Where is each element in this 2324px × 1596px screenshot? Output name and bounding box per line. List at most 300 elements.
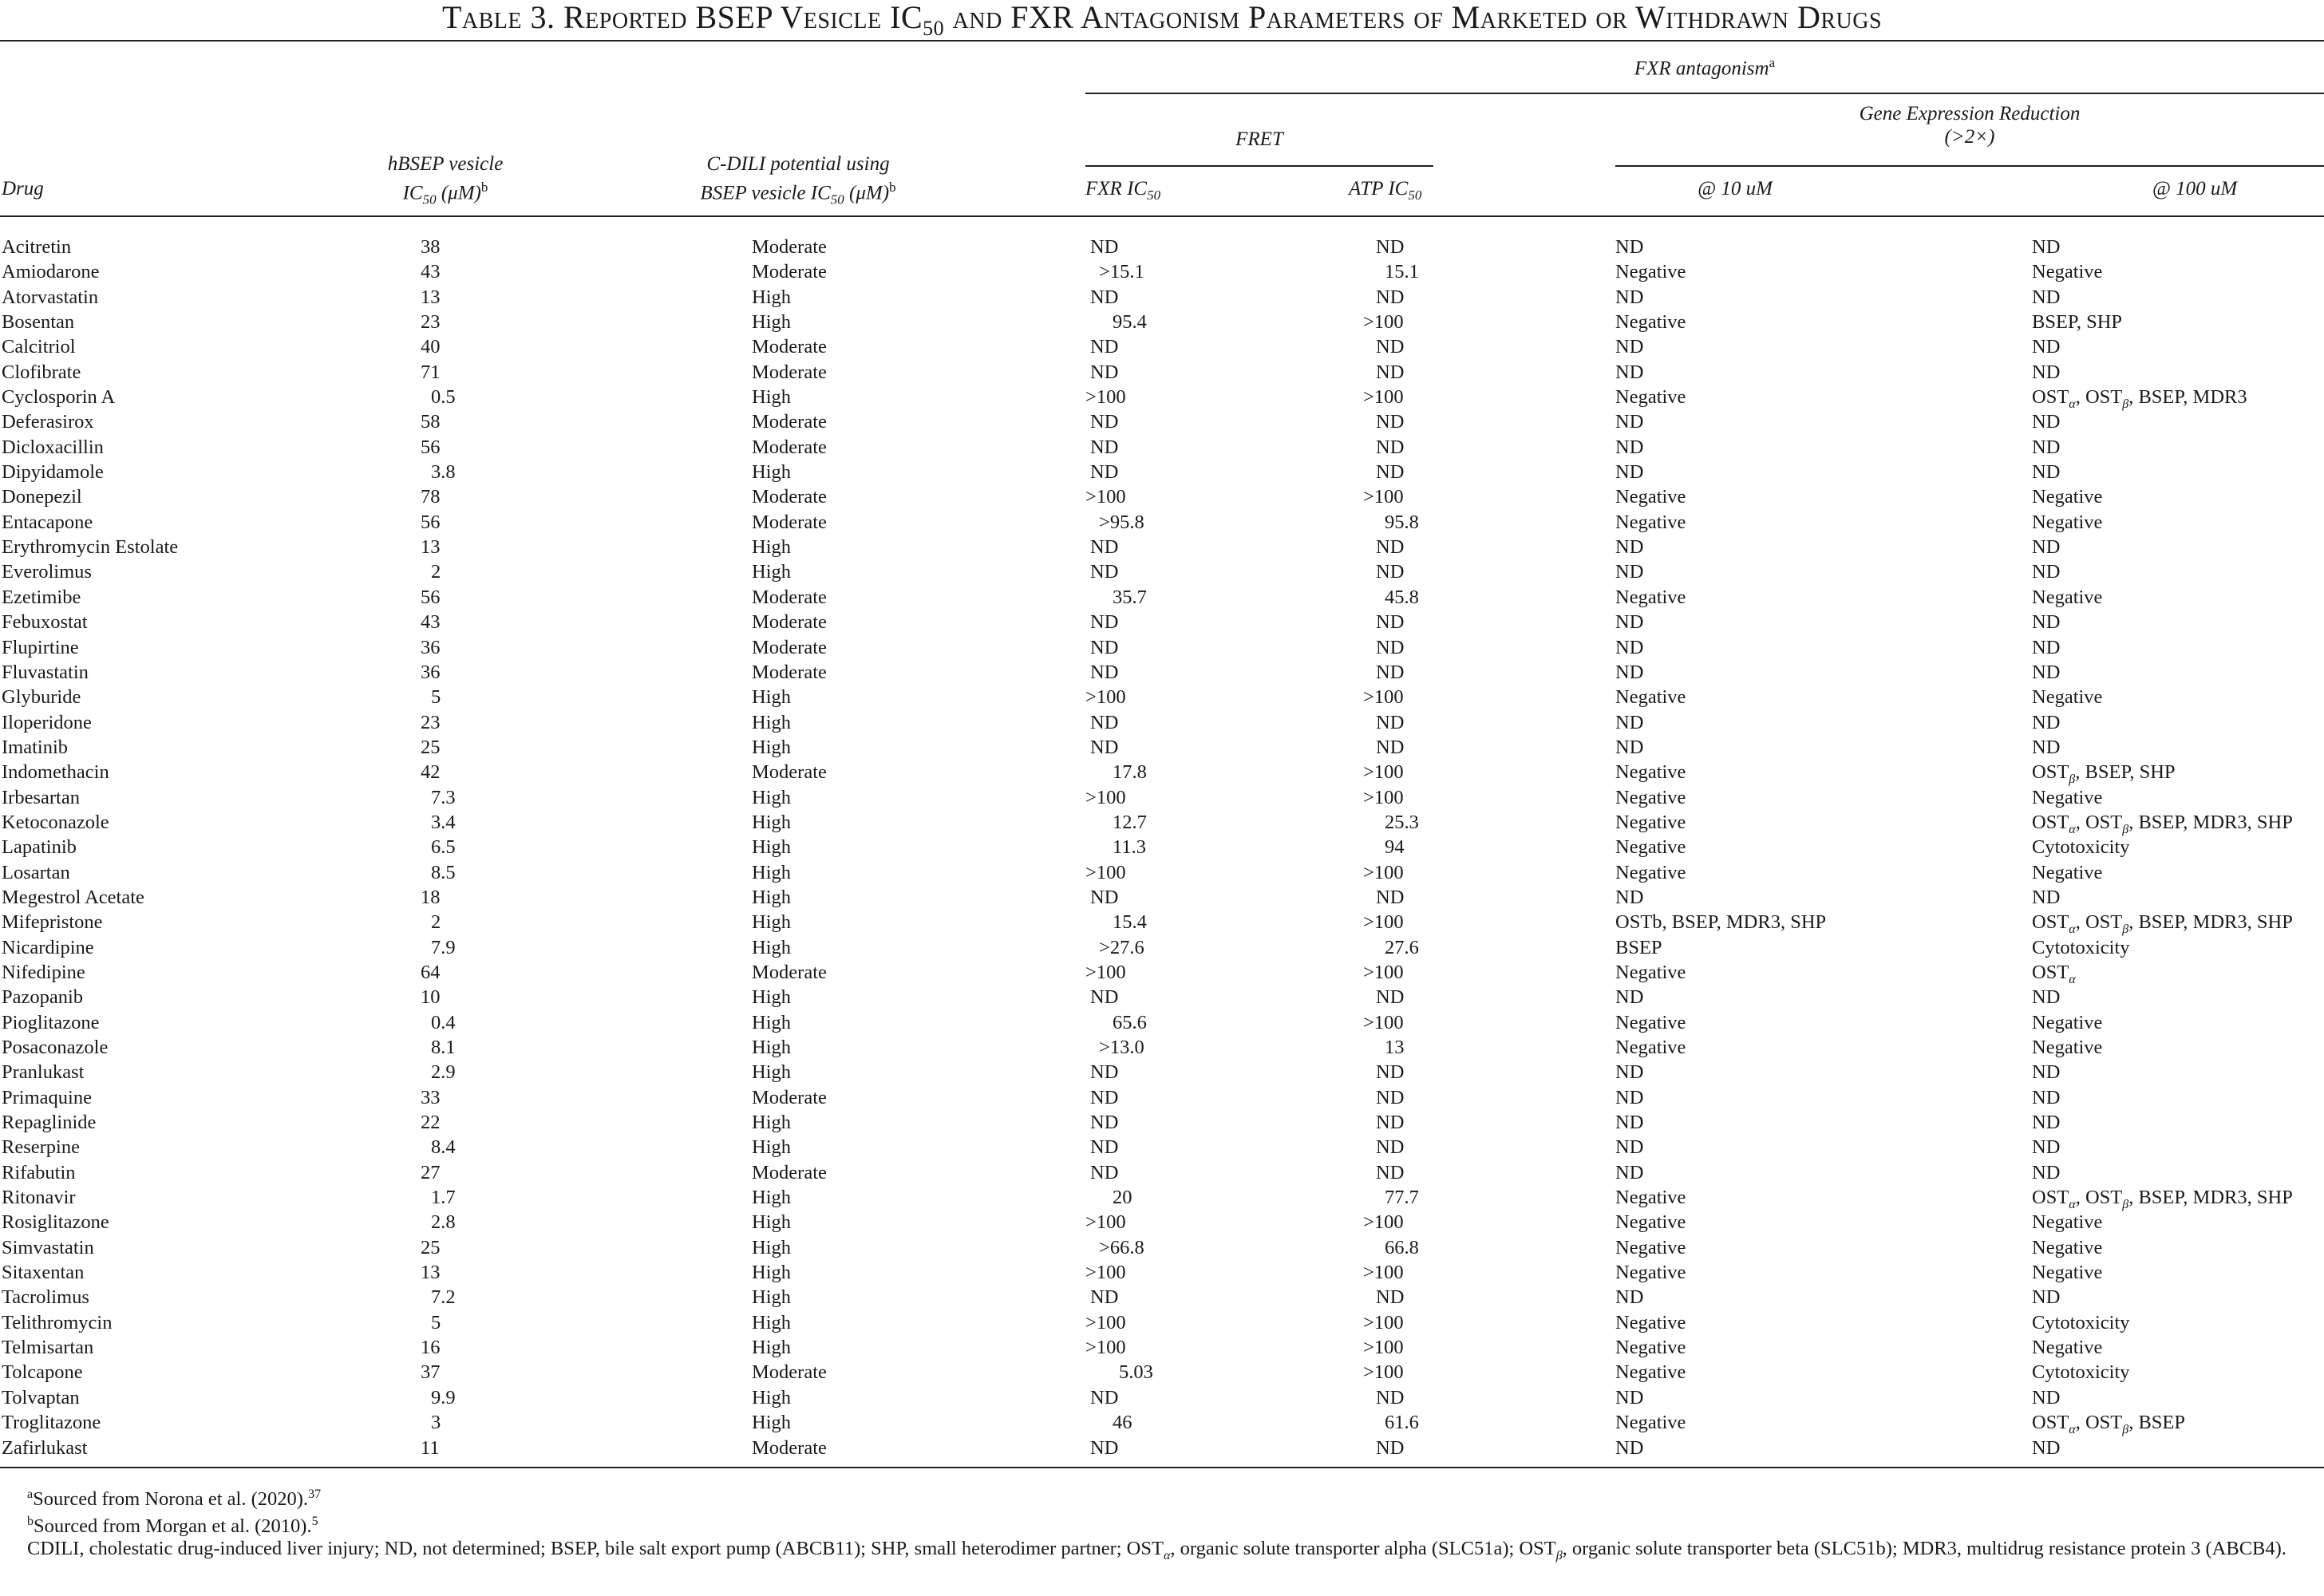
cell-cdili-potential: High xyxy=(752,1037,791,1058)
table-row xyxy=(0,1035,2324,1060)
cell-gene-100um: Negative xyxy=(2032,261,2103,283)
table-row xyxy=(0,710,2324,735)
cell-drug: Lapatinib xyxy=(2,836,77,859)
table-row xyxy=(0,635,2324,660)
table-row xyxy=(0,1085,2324,1110)
cell-bsep-ic50: 8.4 xyxy=(431,1136,456,1159)
cell-bsep-ic50: 36 xyxy=(421,661,441,683)
cell-gene-10um: ND xyxy=(1615,711,1644,733)
cell-atp-ic50: >100 xyxy=(1363,1211,1404,1234)
table-row xyxy=(0,535,2324,559)
cell-cdili-potential: High xyxy=(752,711,791,733)
cell-atp-ic50: 94 xyxy=(1385,836,1405,859)
cell-gene-100um: $OST_\alpha$, $OST_\beta$, BSEP, MDR3, SHP xyxy=(2032,811,2293,836)
cell-fxr-ic50: ND xyxy=(1090,636,1119,658)
cell-fxr-ic50: ND xyxy=(1090,1136,1119,1159)
cell-bsep-ic50: 40 xyxy=(421,336,441,358)
cell-cdili-potential: High xyxy=(752,1286,791,1309)
cell-cdili-potential: Moderate xyxy=(752,961,827,983)
cell-drug: Pranlukast xyxy=(2,1061,85,1084)
cell-cdili-potential: Moderate xyxy=(752,236,827,258)
cell-fxr-ic50: >100 xyxy=(1085,486,1126,508)
cell-gene-10um: ND xyxy=(1615,286,1644,308)
cell-gene-10um: Negative xyxy=(1615,586,1686,608)
table-row xyxy=(0,1285,2324,1310)
cell-drug: Pazopanib xyxy=(2,986,84,1009)
cell-gene-100um: Negative xyxy=(2032,586,2103,608)
cell-bsep-ic50: 2.9 xyxy=(431,1061,456,1084)
cell-atp-ic50: >100 xyxy=(1363,911,1404,934)
cell-gene-100um: BSEP, SHP xyxy=(2032,311,2123,334)
cell-fxr-ic50: >100 xyxy=(1085,686,1126,709)
header-atp-ic50: ATP $IC_{50}$ xyxy=(1349,178,1422,203)
cell-gene-100um: ND xyxy=(2032,986,2061,1009)
table-row xyxy=(0,559,2324,584)
cell-gene-10um: Negative xyxy=(1615,1211,1686,1234)
cell-drug: Losartan xyxy=(2,861,70,883)
cell-gene-10um: Negative xyxy=(1615,1412,1686,1434)
cell-drug: Ketoconazole xyxy=(2,811,109,833)
header-fxr-ic50: FXR $IC_{50}$ xyxy=(1085,178,1161,203)
cell-atp-ic50: ND xyxy=(1376,711,1405,733)
cell-bsep-ic50: 22 xyxy=(421,1112,441,1134)
table-row xyxy=(0,885,2324,910)
table-row xyxy=(0,1410,2324,1435)
cell-cdili-potential: High xyxy=(752,536,791,559)
cell-atp-ic50: 15.1 xyxy=(1385,261,1419,283)
table-row xyxy=(0,935,2324,960)
table-row xyxy=(0,810,2324,835)
cell-drug: Dicloxacillin xyxy=(2,436,104,458)
cell-bsep-ic50: 2.8 xyxy=(431,1211,456,1234)
cell-cdili-potential: High xyxy=(752,736,791,758)
cell-gene-10um: Negative xyxy=(1615,511,1686,533)
cell-bsep-ic50: 37 xyxy=(421,1361,441,1384)
cell-gene-100um: Negative xyxy=(2032,686,2103,709)
cell-gene-100um: $OST_\alpha$ xyxy=(2032,961,2076,986)
cell-gene-10um: Negative xyxy=(1615,811,1686,833)
table-row xyxy=(0,1335,2324,1360)
cell-fxr-ic50: >27.6 xyxy=(1099,936,1144,958)
cell-fxr-ic50: 46 xyxy=(1113,1412,1132,1434)
cell-drug: Donepezil xyxy=(2,486,82,508)
table-row xyxy=(0,960,2324,985)
cell-bsep-ic50: 56 xyxy=(421,586,441,608)
cell-cdili-potential: High xyxy=(752,311,791,334)
cell-atp-ic50: ND xyxy=(1376,986,1405,1009)
cell-atp-ic50: >100 xyxy=(1363,686,1404,709)
cell-drug: Fluvastatin xyxy=(2,661,89,683)
table-row xyxy=(0,910,2324,937)
table-row xyxy=(0,835,2324,859)
cell-cdili-potential: Moderate xyxy=(752,486,827,508)
cell-cdili-potential: High xyxy=(752,386,791,409)
cell-gene-10um: ND xyxy=(1615,361,1644,383)
cell-gene-10um: Negative xyxy=(1615,1262,1686,1284)
table-title: Table 3. Reported BSEP Vesicle $IC_{50}$ and FXR Antagonism Parameters of Marketed or Withdrawn Drugs xyxy=(441,0,1883,40)
cell-bsep-ic50: 7.9 xyxy=(431,936,456,958)
cell-atp-ic50: ND xyxy=(1376,661,1405,683)
cell-atp-ic50: 61.6 xyxy=(1385,1412,1419,1434)
cell-drug: Primaquine xyxy=(2,1086,92,1108)
cell-fxr-ic50: 95.4 xyxy=(1113,311,1147,334)
cell-fxr-ic50: >100 xyxy=(1085,1211,1126,1234)
header-drug: Drug xyxy=(2,178,44,200)
cell-gene-100um: Cytotoxicity xyxy=(2032,1311,2130,1333)
cell-atp-ic50: ND xyxy=(1376,636,1405,658)
cell-drug: Sitaxentan xyxy=(2,1262,85,1284)
cell-bsep-ic50: 9.9 xyxy=(431,1386,456,1408)
cell-cdili-potential: High xyxy=(752,561,791,583)
table-row xyxy=(0,334,2324,359)
cell-atp-ic50: >100 xyxy=(1363,786,1404,808)
cell-bsep-ic50: 5 xyxy=(431,686,441,709)
cell-fxr-ic50: 5.03 xyxy=(1119,1361,1153,1384)
cell-fxr-ic50: ND xyxy=(1090,286,1119,308)
cell-atp-ic50: ND xyxy=(1376,561,1405,583)
cell-drug: Glyburide xyxy=(2,686,81,709)
cell-cdili-potential: High xyxy=(752,786,791,808)
cell-bsep-ic50: 58 xyxy=(421,411,441,433)
cell-fxr-ic50: ND xyxy=(1090,1061,1119,1084)
cell-gene-100um: Negative xyxy=(2032,511,2103,533)
table-row xyxy=(0,409,2324,434)
cell-bsep-ic50: 0.5 xyxy=(431,386,456,409)
cell-bsep-ic50: 23 xyxy=(421,711,441,733)
table-row xyxy=(0,785,2324,810)
cell-atp-ic50: ND xyxy=(1376,336,1405,358)
cell-fxr-ic50: ND xyxy=(1090,236,1119,258)
header-at-10um: @ 10 uM xyxy=(1698,178,1773,200)
cell-drug: Tolcapone xyxy=(2,1361,83,1384)
cell-bsep-ic50: 42 xyxy=(421,761,441,784)
cell-gene-10um: Negative xyxy=(1615,1311,1686,1333)
cell-drug: Reserpine xyxy=(2,1136,80,1159)
cell-atp-ic50: 13 xyxy=(1385,1037,1405,1058)
cell-gene-10um: ND xyxy=(1615,436,1644,458)
table-row xyxy=(0,360,2324,385)
cell-cdili-potential: Moderate xyxy=(752,761,827,784)
cell-bsep-ic50: 5 xyxy=(431,1311,441,1333)
cell-cdili-potential: Moderate xyxy=(752,261,827,283)
cell-drug: Posaconazole xyxy=(2,1037,109,1058)
cell-gene-100um: ND xyxy=(2032,636,2061,658)
cell-bsep-ic50: 11 xyxy=(421,1436,440,1459)
cell-drug: Amiodarone xyxy=(2,261,100,283)
cell-fxr-ic50: ND xyxy=(1090,1112,1119,1134)
cell-gene-100um: Negative xyxy=(2032,1011,2103,1033)
table-row xyxy=(0,760,2324,787)
cell-drug: Zafirlukast xyxy=(2,1436,88,1459)
cell-atp-ic50: ND xyxy=(1376,461,1405,484)
cell-drug: Ezetimibe xyxy=(2,586,81,608)
cell-atp-ic50: >100 xyxy=(1363,311,1404,334)
cell-drug: Clofibrate xyxy=(2,361,81,383)
cell-gene-10um: ND xyxy=(1615,1112,1644,1134)
table-row xyxy=(0,660,2324,685)
cell-atp-ic50: ND xyxy=(1376,736,1405,758)
cell-fxr-ic50: ND xyxy=(1090,536,1119,559)
cell-atp-ic50: >100 xyxy=(1363,1337,1404,1359)
cell-atp-ic50: ND xyxy=(1376,411,1405,433)
cell-atp-ic50: 95.8 xyxy=(1385,511,1419,533)
cell-fxr-ic50: 11.3 xyxy=(1113,836,1146,859)
cell-atp-ic50: ND xyxy=(1376,436,1405,458)
fxr-group-rule xyxy=(1085,93,2324,94)
cell-atp-ic50: >100 xyxy=(1363,486,1404,508)
cell-cdili-potential: High xyxy=(752,811,791,833)
cell-gene-100um: ND xyxy=(2032,1386,2061,1408)
cell-bsep-ic50: 56 xyxy=(421,511,441,533)
cell-atp-ic50: ND xyxy=(1376,1112,1405,1134)
cell-fxr-ic50: >100 xyxy=(1085,786,1126,808)
cell-cdili-potential: High xyxy=(752,1011,791,1033)
cell-drug: Pioglitazone xyxy=(2,1011,100,1033)
cell-gene-100um: Cytotoxicity xyxy=(2032,1361,2130,1384)
cell-fxr-ic50: ND xyxy=(1090,1086,1119,1108)
cell-drug: Nifedipine xyxy=(2,961,85,983)
cell-atp-ic50: 27.6 xyxy=(1385,936,1419,958)
table-row xyxy=(0,1360,2324,1385)
cell-gene-10um: ND xyxy=(1615,611,1644,634)
cell-atp-ic50: ND xyxy=(1376,361,1405,383)
cell-atp-ic50: ND xyxy=(1376,1136,1405,1159)
cell-drug: Bosentan xyxy=(2,311,75,334)
footnote-b: $^b$Sourced from Morgan et al. (2010).$^5$ xyxy=(27,1515,318,1538)
cell-cdili-potential: Moderate xyxy=(752,1436,827,1459)
cell-drug: Flupirtine xyxy=(2,636,79,658)
cell-gene-10um: Negative xyxy=(1615,961,1686,983)
header-fxr-antagonism: FXR antagonism$^a$ xyxy=(1634,55,1776,80)
cell-gene-100um: Cytotoxicity xyxy=(2032,936,2130,958)
cell-drug: Tacrolimus xyxy=(2,1286,89,1309)
cell-gene-100um: ND xyxy=(2032,711,2061,733)
cell-fxr-ic50: >100 xyxy=(1085,1337,1126,1359)
cell-fxr-ic50: >13.0 xyxy=(1099,1037,1144,1058)
table-row xyxy=(0,435,2324,460)
table-row xyxy=(0,1110,2324,1135)
cell-gene-100um: ND xyxy=(2032,1112,2061,1134)
fret-rule xyxy=(1085,165,1433,167)
cell-gene-10um: BSEP xyxy=(1615,936,1662,958)
cell-fxr-ic50: >100 xyxy=(1085,861,1126,883)
cell-gene-10um: Negative xyxy=(1615,1187,1686,1209)
cell-bsep-ic50: 7.3 xyxy=(431,786,456,808)
cell-atp-ic50: ND xyxy=(1376,1386,1405,1408)
cell-fxr-ic50: ND xyxy=(1090,736,1119,758)
cell-gene-100um: ND xyxy=(2032,536,2061,559)
cell-fxr-ic50: 12.7 xyxy=(1113,811,1147,833)
cell-gene-10um: ND xyxy=(1615,336,1644,358)
cell-gene-10um: ND xyxy=(1615,411,1644,433)
cell-drug: Calcitriol xyxy=(2,336,76,358)
cell-bsep-ic50: 43 xyxy=(421,611,441,634)
cell-drug: Entacapone xyxy=(2,511,93,533)
cell-bsep-ic50: 3 xyxy=(431,1412,441,1434)
cell-cdili-potential: Moderate xyxy=(752,586,827,608)
cell-drug: Telithromycin xyxy=(2,1311,113,1333)
cell-gene-100um: $OST_\alpha$, $OST_\beta$, BSEP, MDR3 xyxy=(2032,386,2247,411)
cell-cdili-potential: Moderate xyxy=(752,1161,827,1183)
table-row xyxy=(0,1385,2324,1410)
table-row xyxy=(0,484,2324,509)
cell-bsep-ic50: 8.1 xyxy=(431,1037,456,1058)
cell-drug: Nicardipine xyxy=(2,936,94,958)
table-body xyxy=(0,235,2324,1460)
cell-cdili-potential: Moderate xyxy=(752,661,827,683)
cell-gene-10um: ND xyxy=(1615,1286,1644,1309)
cell-gene-100um: ND xyxy=(2032,736,2061,758)
cell-bsep-ic50: 25 xyxy=(421,736,441,758)
table-row xyxy=(0,510,2324,535)
cell-fxr-ic50: >100 xyxy=(1085,1311,1126,1333)
cell-gene-100um: $OST_\alpha$, $OST_\beta$, BSEP, MDR3, SHP xyxy=(2032,1187,2293,1211)
cell-gene-10um: Negative xyxy=(1615,311,1686,334)
cell-cdili-potential: Moderate xyxy=(752,361,827,383)
cell-gene-10um: ND xyxy=(1615,1061,1644,1084)
cell-bsep-ic50: 1.7 xyxy=(431,1187,456,1209)
cell-drug: Cyclosporin A xyxy=(2,386,116,409)
table-bottom-rule xyxy=(0,1467,2324,1468)
cell-cdili-potential: High xyxy=(752,911,791,934)
table-row xyxy=(0,1436,2324,1460)
cell-cdili-potential: High xyxy=(752,1061,791,1084)
cell-cdili-potential: Moderate xyxy=(752,611,827,634)
cell-gene-10um: ND xyxy=(1615,536,1644,559)
cell-bsep-ic50: 0.4 xyxy=(431,1011,456,1033)
cell-atp-ic50: >100 xyxy=(1363,1262,1404,1284)
cell-gene-10um: ND xyxy=(1615,736,1644,758)
table-row xyxy=(0,285,2324,310)
cell-fxr-ic50: ND xyxy=(1090,1286,1119,1309)
cell-atp-ic50: >100 xyxy=(1363,761,1404,784)
cell-cdili-potential: Moderate xyxy=(752,411,827,433)
cell-drug: Imatinib xyxy=(2,736,69,758)
cell-gene-10um: ND xyxy=(1615,886,1644,908)
cell-fxr-ic50: ND xyxy=(1090,661,1119,683)
cell-cdili-potential: Moderate xyxy=(752,511,827,533)
header-hbsep: hBSEP vesicle $IC_{50}$ $(\mu M)^b$ xyxy=(387,153,504,207)
cell-fxr-ic50: ND xyxy=(1090,461,1119,484)
cell-gene-10um: ND xyxy=(1615,986,1644,1009)
cell-cdili-potential: High xyxy=(752,1187,791,1209)
cell-drug: Irbesartan xyxy=(2,786,80,808)
cell-gene-10um: ND xyxy=(1615,1136,1644,1159)
cell-bsep-ic50: 3.4 xyxy=(431,811,456,833)
cell-cdili-potential: High xyxy=(752,1262,791,1284)
cell-gene-100um: ND xyxy=(2032,1436,2061,1459)
cell-drug: Acitretin xyxy=(2,236,72,258)
cell-fxr-ic50: >95.8 xyxy=(1099,511,1144,533)
footnote-a: $^a$Sourced from Norona et al. (2020).$^{37}$ xyxy=(27,1487,322,1511)
cell-atp-ic50: ND xyxy=(1376,286,1405,308)
cell-gene-100um: Negative xyxy=(2032,1037,2103,1058)
cell-gene-10um: Negative xyxy=(1615,1361,1686,1384)
cell-atp-ic50: ND xyxy=(1376,1086,1405,1108)
cell-gene-10um: Negative xyxy=(1615,761,1686,784)
cell-gene-10um: Negative xyxy=(1615,786,1686,808)
cell-gene-10um: Negative xyxy=(1615,1337,1686,1359)
cell-gene-100um: Negative xyxy=(2032,861,2103,883)
cell-gene-10um: ND xyxy=(1615,561,1644,583)
cell-fxr-ic50: 65.6 xyxy=(1113,1011,1147,1033)
cell-cdili-potential: High xyxy=(752,936,791,958)
cell-fxr-ic50: 15.4 xyxy=(1113,911,1147,934)
table-row xyxy=(0,585,2324,610)
cell-atp-ic50: >100 xyxy=(1363,1361,1404,1384)
cell-gene-100um: Negative xyxy=(2032,1337,2103,1359)
cell-gene-100um: $OST_\beta$, BSEP, SHP xyxy=(2032,761,2176,787)
table-row xyxy=(0,460,2324,484)
cell-bsep-ic50: 16 xyxy=(421,1337,441,1359)
cell-drug: Mifepristone xyxy=(2,911,103,934)
cell-drug: Erythromycin Estolate xyxy=(2,536,179,559)
footnote-abbreviations: CDILI, cholestatic drug-induced liver injury; ND, not determined; BSEP, bile salt export pump (ABCB11); SHP, small heterodimer partner; $OST_\alpha$, organic solute transporter alpha (SLC51a); $OST_\beta$, organic solute transporter beta (SLC51b); MDR3, multidrug resistance protein 3 (ABCB4). xyxy=(27,1538,2286,1562)
cell-atp-ic50: 25.3 xyxy=(1385,811,1419,833)
cell-gene-100um: ND xyxy=(2032,361,2061,383)
cell-atp-ic50: ND xyxy=(1376,886,1405,908)
cell-gene-100um: ND xyxy=(2032,1086,2061,1108)
cell-atp-ic50: ND xyxy=(1376,611,1405,634)
cell-gene-10um: Negative xyxy=(1615,1037,1686,1058)
cell-drug: Rifabutin xyxy=(2,1161,76,1183)
cell-gene-10um: Negative xyxy=(1615,1236,1686,1258)
cell-fxr-ic50: ND xyxy=(1090,436,1119,458)
cell-cdili-potential: Moderate xyxy=(752,1361,827,1384)
cell-bsep-ic50: 43 xyxy=(421,261,441,283)
table-row xyxy=(0,1260,2324,1285)
header-cdili: C-DILI potential using BSEP vesicle $IC_{50}$ $(\mu M)^b$ xyxy=(700,153,896,207)
cell-atp-ic50: >100 xyxy=(1363,961,1404,983)
cell-fxr-ic50: >100 xyxy=(1085,386,1126,409)
cell-gene-10um: ND xyxy=(1615,1436,1644,1459)
cell-bsep-ic50: 18 xyxy=(421,886,441,908)
cell-bsep-ic50: 2 xyxy=(431,561,441,583)
cell-bsep-ic50: 10 xyxy=(421,986,441,1009)
cell-cdili-potential: High xyxy=(752,836,791,859)
cell-cdili-potential: Moderate xyxy=(752,336,827,358)
cell-fxr-ic50: ND xyxy=(1090,1386,1119,1408)
cell-gene-10um: ND xyxy=(1615,636,1644,658)
cell-bsep-ic50: 64 xyxy=(421,961,441,983)
cell-drug: Deferasirox xyxy=(2,411,94,433)
cell-fxr-ic50: ND xyxy=(1090,886,1119,908)
cell-bsep-ic50: 23 xyxy=(421,311,441,334)
cell-gene-100um: ND xyxy=(2032,661,2061,683)
cell-drug: Telmisartan xyxy=(2,1337,94,1359)
table-row xyxy=(0,1060,2324,1084)
cell-drug: Everolimus xyxy=(2,561,92,583)
cell-gene-100um: ND xyxy=(2032,411,2061,433)
cell-drug: Simvastatin xyxy=(2,1236,94,1258)
cell-atp-ic50: >100 xyxy=(1363,1311,1404,1333)
cell-bsep-ic50: 38 xyxy=(421,236,441,258)
cell-atp-ic50: ND xyxy=(1376,1161,1405,1183)
cell-gene-100um: $OST_\alpha$, $OST_\beta$, BSEP, MDR3, SHP xyxy=(2032,911,2293,937)
cell-gene-10um: Negative xyxy=(1615,861,1686,883)
header-fret: FRET xyxy=(1235,128,1283,150)
cell-cdili-potential: High xyxy=(752,461,791,484)
cell-bsep-ic50: 7.2 xyxy=(431,1286,456,1309)
cell-cdili-potential: High xyxy=(752,1136,791,1159)
cell-gene-100um: ND xyxy=(2032,436,2061,458)
cell-drug: Indomethacin xyxy=(2,761,109,784)
cell-cdili-potential: High xyxy=(752,886,791,908)
cell-gene-10um: Negative xyxy=(1615,836,1686,859)
gene-expression-rule xyxy=(1615,165,2324,167)
cell-cdili-potential: High xyxy=(752,1112,791,1134)
table-row xyxy=(0,735,2324,760)
